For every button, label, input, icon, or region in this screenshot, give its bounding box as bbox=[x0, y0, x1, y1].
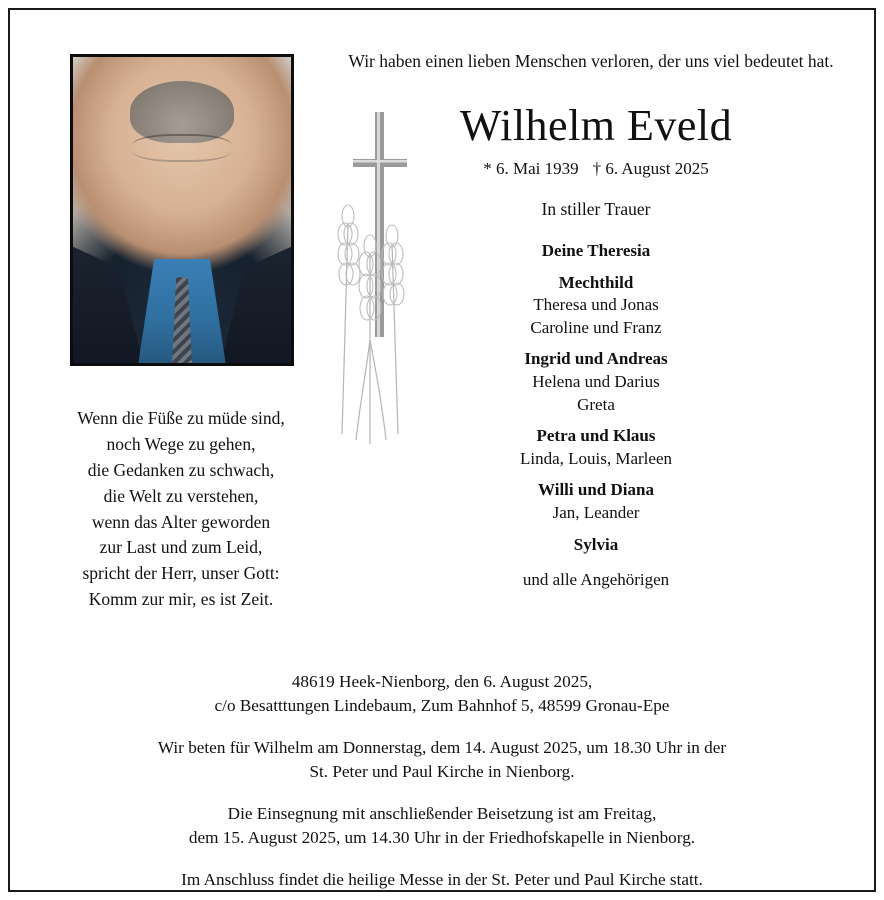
family-group-name: Mechthild bbox=[558, 272, 634, 292]
poem bbox=[36, 406, 326, 613]
family-group-member: Jan, Leander bbox=[552, 503, 640, 523]
family-group-name: Sylvia bbox=[573, 534, 619, 554]
portrait-photo-image bbox=[73, 57, 291, 363]
address-block bbox=[46, 670, 838, 719]
life-dates bbox=[322, 159, 870, 179]
poem-line: Komm zur mir, es ist Zeit. bbox=[88, 589, 274, 610]
poem-line: noch Wege zu gehen, bbox=[106, 433, 256, 454]
footer-details bbox=[46, 670, 838, 892]
rosary-block bbox=[46, 736, 838, 785]
rosary-line: Wir beten für Wilhelm am Donnerstag, dem 14. August 2025, um 18.30 Uhr in der bbox=[157, 737, 727, 757]
rosary-line: St. Peter und Paul Kirche in Nienborg. bbox=[309, 762, 575, 782]
poem-line: zur Last und zum Leid, bbox=[99, 537, 263, 558]
mass-block bbox=[46, 868, 838, 892]
burial-line: Die Einsegnung mit anschließender Beisetzung ist am Freitag, bbox=[227, 803, 657, 823]
family-group bbox=[322, 479, 870, 524]
family-group-name: Deine Theresia bbox=[541, 241, 651, 260]
poem-line: wenn das Alter geworden bbox=[91, 511, 271, 532]
mourning-header: In stiller Trauer bbox=[541, 199, 651, 219]
portrait-jacket-left bbox=[73, 247, 147, 363]
burial-line: dem 15. August 2025, um 14.30 Uhr in der Friedhofskapelle in Nienborg. bbox=[188, 828, 696, 848]
lead-line: Wir haben einen lieben Menschen verloren, der uns viel bedeutet hat. bbox=[348, 51, 834, 71]
family-closing: und alle Angehörigen bbox=[522, 570, 670, 590]
family-group-member: Greta bbox=[577, 394, 615, 414]
poem-line: die Welt zu verstehen, bbox=[103, 485, 259, 506]
family-group bbox=[322, 534, 870, 557]
family-group-member: Helena und Darius bbox=[532, 372, 660, 392]
family-group-member: Theresa und Jonas bbox=[533, 295, 659, 315]
birth-date: * 6. Mai 1939 bbox=[483, 159, 579, 178]
family-group-name: Ingrid und Andreas bbox=[524, 349, 668, 369]
poem-line: die Gedanken zu schwach, bbox=[87, 459, 275, 480]
portrait-photo bbox=[70, 54, 294, 366]
burial-block bbox=[46, 802, 838, 851]
address-line: c/o Besatttungen Lindebaum, Zum Bahnhof 5, 48599 Gronau-Epe bbox=[214, 696, 670, 716]
card-border bbox=[8, 8, 876, 892]
family-group-name: Willi und Diana bbox=[538, 480, 654, 500]
family-group bbox=[322, 272, 870, 340]
address-line: 48619 Heek-Nienborg, den 6. August 2025, bbox=[291, 672, 593, 691]
poem-line: Wenn die Füße zu müde sind, bbox=[77, 408, 285, 428]
family-group bbox=[322, 240, 870, 263]
family-group-member: Caroline und Franz bbox=[530, 317, 662, 337]
poem-line: spricht der Herr, unser Gott: bbox=[82, 563, 280, 584]
family-group bbox=[322, 425, 870, 470]
card-inner bbox=[22, 22, 862, 889]
portrait-jacket-right bbox=[217, 247, 291, 363]
mass-line: Im Anschluss findet die heilige Messe in der St. Peter und Paul Kirche statt. bbox=[181, 869, 703, 889]
family-group-member: Linda, Louis, Marleen bbox=[519, 448, 672, 468]
family-group bbox=[322, 348, 870, 416]
portrait-glasses bbox=[132, 134, 232, 162]
death-date: † 6. August 2025 bbox=[592, 159, 709, 178]
family-list bbox=[322, 240, 870, 592]
deceased-name: Wilhelm Eveld bbox=[459, 101, 733, 150]
family-group-name: Petra und Klaus bbox=[536, 426, 656, 446]
